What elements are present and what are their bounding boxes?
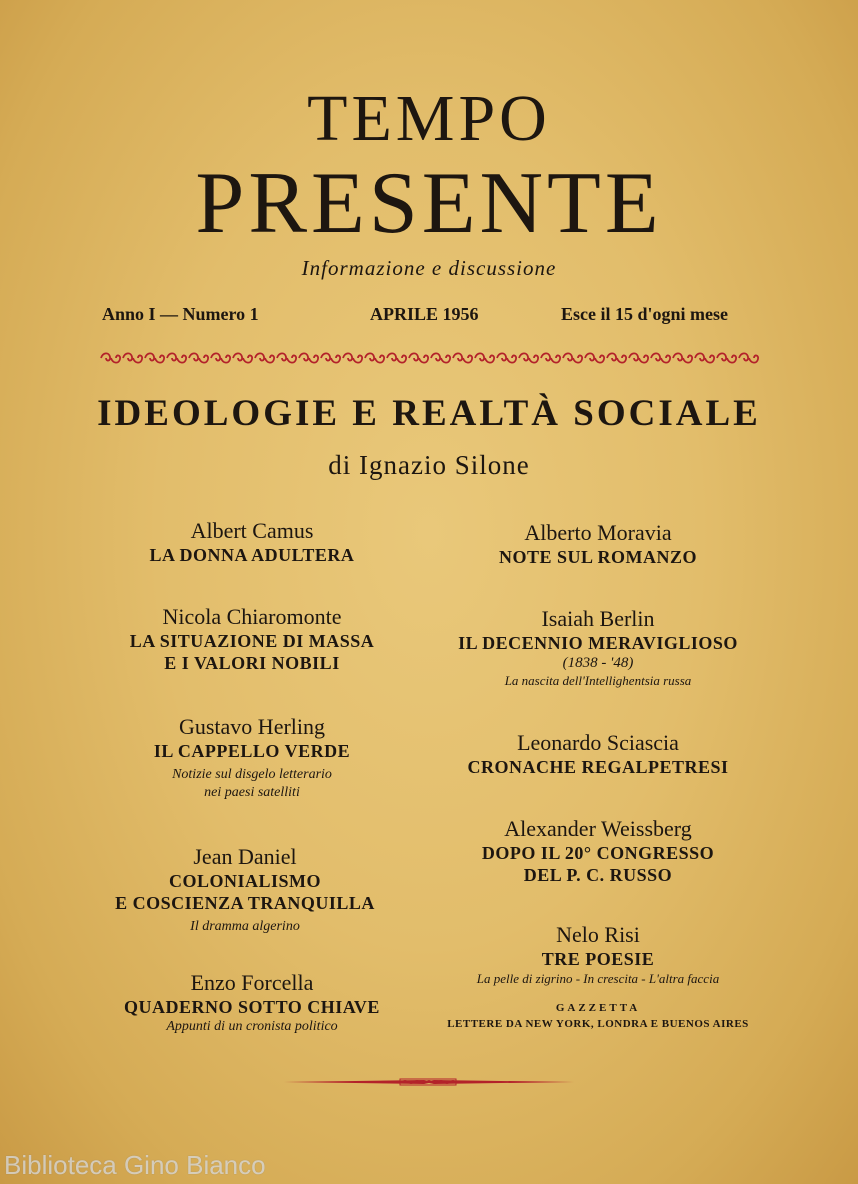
article-moravia [418,520,778,568]
library-watermark: Biblioteca Gino Bianco [4,1150,266,1180]
gazzetta-label: GAZZETTA [555,1002,641,1014]
article-forcella [72,970,432,1036]
article-author: Jean Daniel [193,844,297,869]
article-chiaromonte [72,604,432,674]
article-author: Albert Camus [190,518,314,543]
article-note: La nascita dell'Intellighentsia russa [504,673,692,688]
article-author: Nicola Chiaromonte [162,604,342,629]
article-note: Notizie sul disgelo letterario [172,767,332,782]
ornamental-border [100,350,760,366]
article-risi [418,922,778,1032]
article-note: nei paesi satelliti [204,785,300,800]
article-author: Leonardo Sciascia [517,730,679,755]
gazzetta-text: LETTERE DA NEW YORK, LONDRA E BUENOS AIRES [447,1018,749,1030]
article-title: TRE POESIE [541,949,655,969]
article-title: LA SITUAZIONE DI MASSA [129,631,375,651]
lead-article-byline: di Ignazio Silone [328,450,530,480]
article-title: QUADERNO SOTTO CHIAVE [124,997,380,1017]
issue-frequency: Esce il 15 d'ogni mese [561,304,728,324]
article-title: COLONIALISMO [168,871,322,891]
article-author: Gustavo Herling [178,714,326,739]
lead-article-title: IDEOLOGIE E REALTÀ SOCIALE [97,393,761,434]
bottom-ornament-rule [284,1078,574,1086]
article-title: LA DONNA ADULTERA [149,545,355,565]
masthead-title-line1: TEMPO [307,82,551,155]
article-title: IL DECENNIO MERAVIGLIOSO [458,633,738,653]
article-note: (1838 - '48) [562,655,634,671]
article-title: E I VALORI NOBILI [164,653,340,673]
article-title: IL CAPPELLO VERDE [153,741,351,761]
article-title: E COSCIENZA TRANQUILLA [115,893,375,913]
article-berlin [418,606,778,690]
article-title: DEL P. C. RUSSO [523,865,673,885]
issue-number: Anno I — Numero 1 [102,304,259,324]
article-camus [72,518,432,566]
article-title: DOPO IL 20° CONGRESSO [481,843,715,863]
article-title: NOTE SUL ROMANZO [498,547,698,567]
article-note: Il dramma algerino [190,919,300,934]
article-author: Nelo Risi [556,922,640,947]
article-daniel [65,844,425,936]
article-herling [72,714,432,802]
masthead-title-line2: PRESENTE [195,155,663,252]
article-note: La pelle di zigrino - In crescita - L'altra faccia [476,971,720,986]
article-author: Enzo Forcella [190,970,314,995]
article-author: Alexander Weissberg [504,816,692,841]
masthead-subtitle: Informazione e discussione [301,256,557,280]
article-author: Alberto Moravia [524,520,672,545]
article-author: Isaiah Berlin [541,606,655,631]
article-note: Appunti di un cronista politico [166,1019,338,1034]
article-weissberg [418,816,778,886]
article-sciascia [418,730,778,778]
article-title: CRONACHE REGALPETRESI [467,757,729,777]
issue-date: APRILE 1956 [370,304,479,324]
